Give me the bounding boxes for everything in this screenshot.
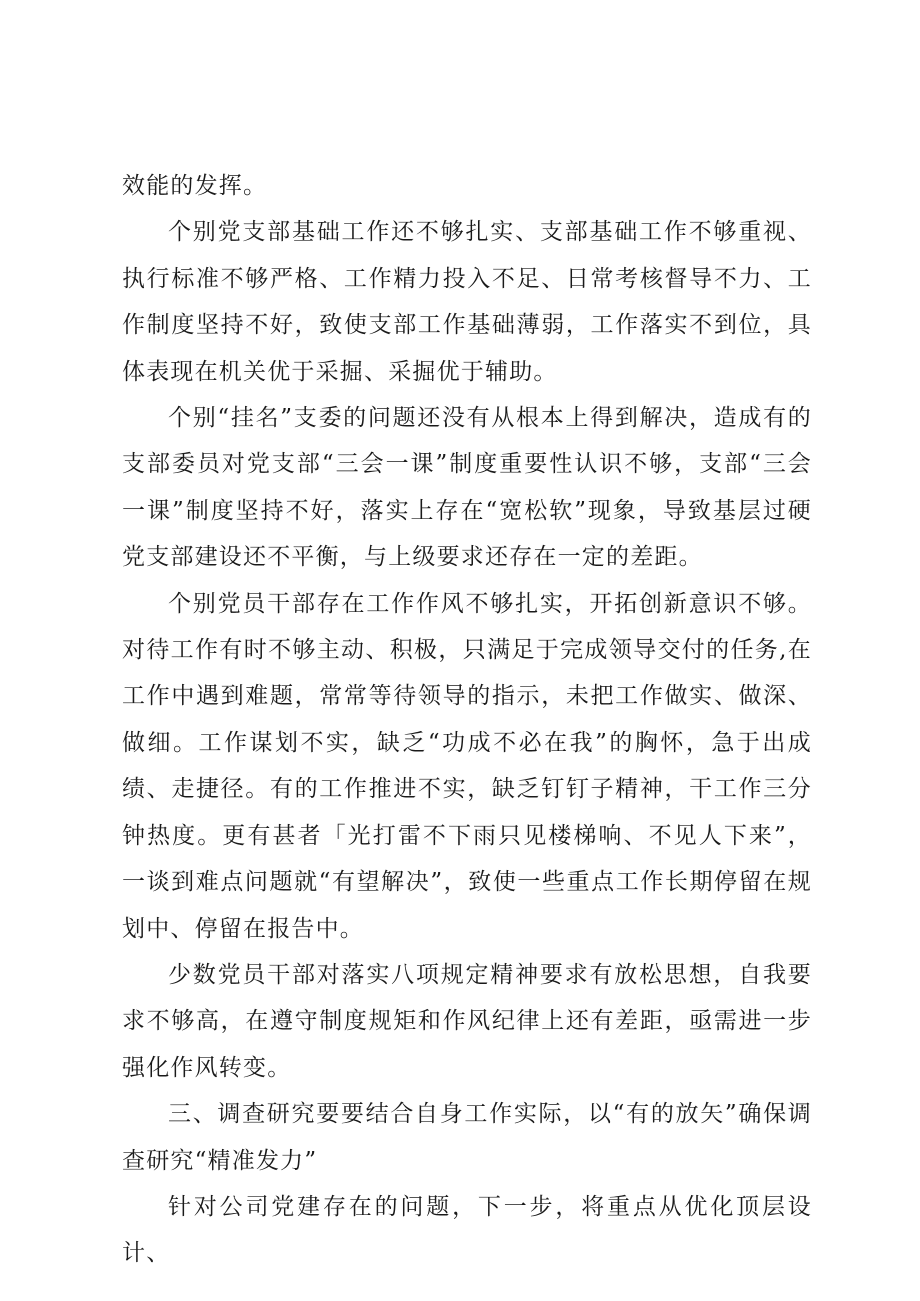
document-body [122, 163, 812, 1277]
paragraph-continuation: 效能的发挥。 [122, 173, 268, 199]
section-heading-3: 三、调查研究要要结合自身工作实际，以“有的放矢”确保调查研究“精准发力” [122, 1101, 812, 1174]
paragraph-nominal-committee: 个别“挂名”支委的问题还没有从根本上得到解决，造成有的支部委员对党支部“三会一课”制度重要性认识不够，支部“三会一课”制度坚持不好，落实上存在“宽松软”现象，导致基层过硬党支部建设还不平衡，与上级要求还存在一定的差距。 [122, 405, 812, 571]
paragraph-branch-foundation: 个别党支部基础工作还不够扎实、支部基础工作不够重视、执行标准不够严格、工作精力投入不足、日常考核督导不力、工作制度坚持不好，致使支部工作基础薄弱，工作落实不到位，具体表现在机关优于采掘、采掘优于辅助。 [122, 219, 812, 385]
paragraph-work-style: 个别党员干部存在工作作风不够扎实，开拓创新意识不够。对待工作有时不够主动、积极，只满足于完成领导交付的任务,在工作中遇到难题，常常等待领导的指示，未把工作做实、做深、做细。工作谋划不实，缺乏“功成不必在我”的胸怀，急于出成绩、走捷径。有的工作推进不实，缺乏钉钉子精神，干工作三分钟热度。更有甚者「光打雷不下雨只见楼梯响、不见人下来”，一谈到难点问题就“有望解决”，致使一些重点工作长期停留在规划中、停留在报告中。 [122, 590, 812, 942]
paragraph-next-steps: 针对公司党建存在的问题，下一步，将重点从优化顶层设计、 [122, 1193, 812, 1267]
paragraph-eight-rules: 少数党员干部对落实八项规定精神要求有放松思想，自我要求不够高，在遵守制度规矩和作风纪律上还有差距，亟需进一步强化作风转变。 [122, 961, 812, 1081]
